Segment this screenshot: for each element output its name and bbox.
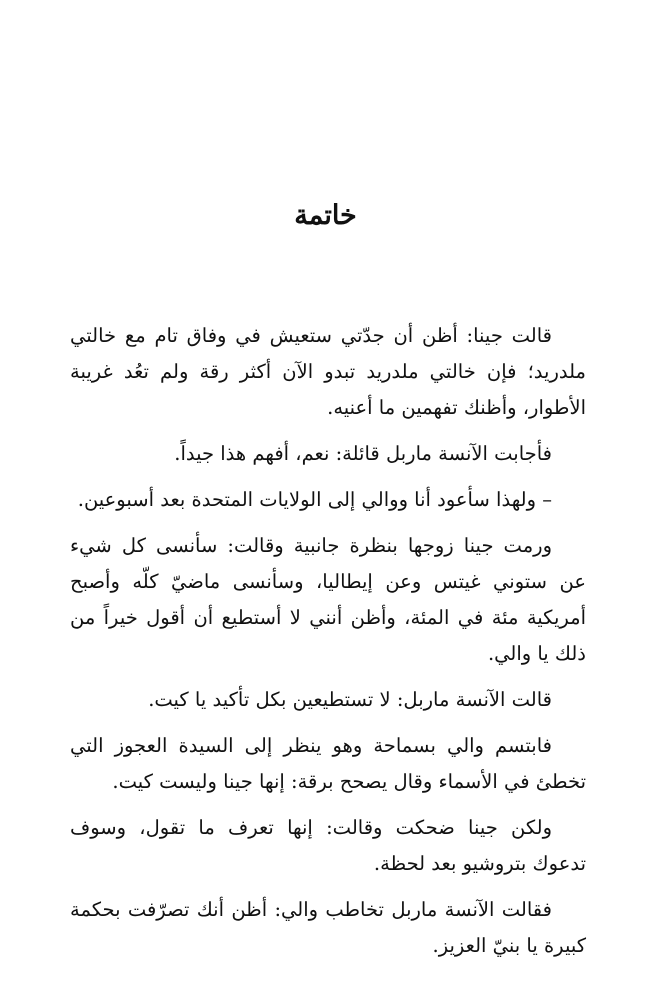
paragraph: فابتسم والي بسماحة وهو ينظر إلى السيدة العجوز التي تخطئ في الأسماء وقال يصحح برقة: إنها جينا وليست كيت. — [70, 734, 586, 793]
chapter-body — [70, 318, 586, 974]
paragraph: قالت الآنسة ماربل: لا تستطيعين بكل تأكيد يا كيت. — [148, 688, 552, 711]
paragraph: ورمت جينا زوجها بنظرة جانبية وقالت: سأنسى كل شيء عن ستوني غيتس وعن إيطاليا، وسأنسى ماضيّ كلّه وأصبح أمريكية مئة في المئة، وأظن أنني لا أستطيع أن أقول خيراً من ذلك يا والي. — [70, 534, 586, 665]
paragraph: ولكن جينا ضحكت وقالت: إنها تعرف ما تقول، وسوف تدعوك بتروشيو بعد لحظة. — [70, 816, 586, 875]
paragraph: – ولهذا سأعود أنا ووالي إلى الولايات المتحدة بعد أسبوعين. — [77, 488, 552, 511]
paragraph: فقالت الآنسة ماربل تخاطب والي: أظن أنك تصرّفت بحكمة كبيرة يا بنيّ العزيز. — [70, 898, 586, 957]
chapter-title: خاتمة — [294, 200, 357, 231]
paragraph: فأجابت الآنسة ماربل قائلة: نعم، أفهم هذا جيداً. — [174, 442, 552, 465]
paragraph: قالت جينا: أظن أن جدّتي ستعيش في وفاق تام مع خالتي ملدريد؛ فإن خالتي ملدريد تبدو الآن أكثر رقة ولم تعُد غريبة الأطوار، وأظنك تفهمين ما أعنيه. — [70, 324, 586, 419]
